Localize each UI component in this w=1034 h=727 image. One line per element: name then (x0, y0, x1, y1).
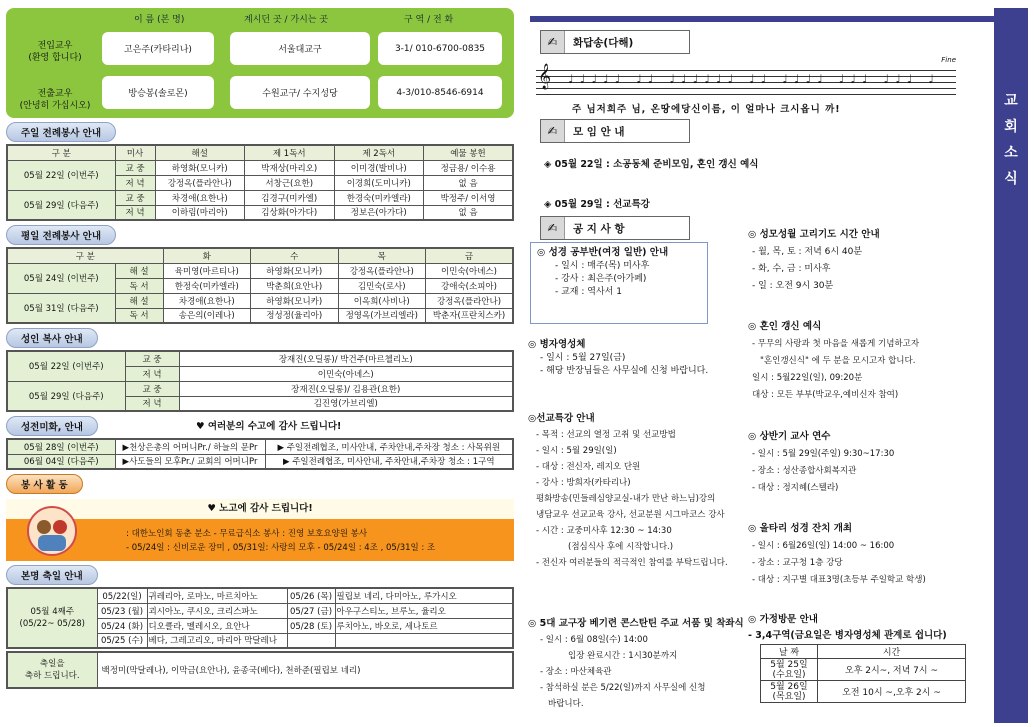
mission-lecture: ◎선교특강 안내 - 목적 : 선교의 열정 고취 및 선교방법 - 일시 : 5월 29일(일) - 대상 : 전신자, 레지오 단원 - 강사 : 방희자(카타리나) 평화방송(민들레심양교실-내가 만난 하느님)강의 냉담교우 선교교육 강사, 선교분원 시그마코스 강사 - 시간 : 교중미사후 12:30 ~ 14:30 (점심식사 후에 시작합니다.) - 전신자 여러분들의 적극적인 참여를 부탁드립니다. (528, 413, 728, 568)
hymn-icon: ✍ (541, 31, 565, 53)
top-bar (530, 16, 1000, 22)
volunteer-section-title: 봉 사 활 동 (6, 474, 83, 494)
transfer-out-label: 전출교우 (안녕히 가십시오) (19, 89, 91, 111)
transfer-box (6, 8, 514, 118)
sidebar-title (994, 8, 1028, 723)
adult-section-title: 성인 복사 안내 (6, 328, 98, 348)
right-column (528, 8, 1028, 723)
home-visit-table (760, 644, 966, 703)
transfer-in-area: 3-1/ 010-6700-0835 (378, 32, 502, 65)
transfer-out-name: 방승봉(솔로몬) (102, 76, 214, 109)
weekday-table (6, 247, 514, 324)
table-row: 저 녁 이민숙(아녜스) (7, 366, 513, 381)
feast-section-title: 본명 축일 안내 (6, 565, 98, 585)
transfer-header-name: 이 름 (본 명) (134, 15, 185, 25)
sidebar-char: 소 (1004, 145, 1018, 161)
meeting-icon: ✍ (541, 120, 565, 142)
notes-icon: ♩♩♩♩♩ ♩♩ ♩♩♩♩♩♩ ♩♩ ♩♩♩♩ ♩♩♩ ♩♩♩ ♩ (568, 72, 940, 86)
meeting-item-2: ◈ 05월 29일 : 선교특강 (544, 199, 650, 210)
marriage-renewal: ◎ 혼인 갱신 예식 - 무무의 사랑과 첫 마음을 새롭게 기념하고자 "혼인갱신식" 에 두 분을 모시고자 합니다. 일시 : 5월22일(일), 09:20분 대상 : 모든 부부(박교우,예비신자 참여) (748, 321, 920, 400)
home-visit: ◎ 가정방문 안내 - 3,4구역(금요일은 병자영성체 관계로 쉽니다) (748, 614, 947, 641)
table-row: 축일을 축하 드립니다. 백정미(막달레나), 이막금(요안나), 윤종국(베다), 천하준(필립보 네리) (7, 652, 513, 688)
table-row: 5월 26일 (목요일) 오전 10시 ~,오후 2시 ~ (761, 681, 966, 703)
beauty-section-title: 성전미화, 안내 (6, 416, 98, 436)
transfer-in-name: 고은주(카타리나) (102, 32, 214, 65)
volunteer-illustration-icon (24, 505, 80, 559)
notice-icon: ✍ (541, 217, 565, 239)
table-row: 05월 29일 (다음주) 교 중 장재진(오딜롱)/ 김용관(요한) (7, 381, 513, 396)
feast-congrats-table (6, 651, 514, 689)
transfer-header-place: 계시던 곳 / 가시는 곳 (244, 15, 329, 25)
meeting-title: 모 임 안 내 (573, 125, 625, 138)
treble-clef-icon: 𝄞 (538, 64, 552, 89)
table-header-row: 구 분 화 수 목 금 (7, 248, 513, 263)
volunteer-thanks: ♥ 노고에 감사 드립니다! (6, 499, 514, 519)
table-row: 05월 28일 (이번주) ▶천상은총의 어머니Pr./ 하늘의 문Pr ▶ 주일전례협조, 미사안내, 주차안내,주차장 청소 : 사목위원 (7, 439, 513, 454)
meeting-title-box (540, 119, 690, 143)
table-row: 06월 04일 (다음주) ▶사도들의 모후Pr./ 교회의 어머니Pr ▶ 주일전례협조, 미사안내, 주차안내,주차장 청소 : 1구역 (7, 454, 513, 469)
beauty-thanks: ♥ 여러분의 수고에 감사 드립니다! (196, 421, 342, 432)
bible-class-box: ◎ 성경 공부반(여정 일반) 안내 - 일시 : 매주(목) 미사후 - 강사 : 최은주(아가페) - 교재 : 역사서 1 (530, 242, 708, 324)
sidebar-char: 회 (1004, 119, 1018, 135)
volunteer-line-2: - 05/24일 : 신비로운 장미 , 05/31일: 사랑의 모후 - 05/24일 : 4조 , 05/31일 : 조 (126, 543, 436, 553)
bible-festival: ◎ 올타리 성경 잔치 개최 - 일시 : 6월26일(일) 14:00 ~ 16:00 - 장소 : 교구청 1층 강당 - 대상 : 지구별 대표3명(초등부 주일학교 학생) (748, 523, 926, 585)
rosary-prayer: ◎ 성모성월 고리기도 시간 안내 - 월, 목, 토 : 저녁 6시 40분 - 화, 수, 금 : 미사후 - 일 : 오전 9시 30분 (748, 229, 880, 291)
sidebar-char: 교 (1004, 93, 1018, 109)
music-staff (536, 56, 956, 106)
sidebar-char: 식 (1004, 171, 1018, 187)
notice-title-box (540, 216, 690, 240)
hymn-title-box (540, 30, 690, 54)
sunday-section-title: 주일 전례봉사 안내 (6, 122, 116, 142)
left-column (6, 8, 514, 689)
table-row: 저 녁 강정옥(플라안나) 서창근(요한) 이경희(도미니카) 없 음 (7, 175, 513, 190)
table-row: 독 서 송은의(이레나) 정성정(율리아) 정영옥(가브리엘라) 박춘자(프란치스카) (7, 308, 513, 323)
notice-title: 공 지 사 항 (573, 222, 625, 235)
beauty-table (6, 438, 514, 470)
transfer-in-label: 전입교우 (환영 합니다) (28, 41, 82, 63)
table-row: 05월 24일 (이번주) 해 설 육미영(마르티나) 하영화(모니카) 강정옥(플라안나) 이민숙(아녜스) (7, 263, 513, 278)
sunday-table (6, 144, 514, 221)
table-row: 05월 31일 (다음주) 해 설 차경애(요한나) 하영화(모니카) 이옥희(사비나) 강정옥(플라안나) (7, 293, 513, 308)
ordination-notice: ◎ 5대 교구장 베기련 콘스탄틴 주교 서품 및 착좌식 - 일시 : 6월 08일(수) 14:00 입장 완료시간 : 1시30분까지 - 장소 : 마산체육관 - 참석하실 분은 5/22(일)까지 사무실에 신청 바랍니다. (528, 618, 744, 709)
transfer-out-place: 수원교구/ 수지성당 (230, 76, 370, 109)
fine-mark: Fine (941, 56, 956, 64)
table-row: 5월 25일 (수요일) 오후 2시~, 저녁 7시 ~ (761, 659, 966, 681)
table-header-row: 구 분 미사 해설 제 1독서 제 2독서 예물 봉헌 (7, 145, 513, 160)
table-row: 05/23 (월) 괴시아노, 쿠시오, 크리스파노 05/27 (금) 아우구스티노, 브루노, 율리오 (7, 603, 513, 618)
table-header-row: 날 짜 시간 (761, 645, 966, 659)
volunteer-line-1: : 대한노인회 동춘 분소 - 무료급식소 봉사 : 진영 보호요양원 봉사 (126, 529, 368, 539)
table-row: 05월 4째주 (05/22~ 05/28) 05/22(일) 귀레리아, 로마노, 마르치아노 05/26 (목) 필립보 네리, 다미아노, 루가시오 (7, 588, 513, 603)
table-row: 저 녁 김진영(가브리엘) (7, 396, 513, 411)
transfer-header-area: 구 역 / 전 화 (404, 15, 454, 25)
adult-table (6, 350, 514, 412)
table-row: 05월 29일 (다음주) 교 중 차경애(요한나) 김경구(미카엘) 한경숙(미카엘라) 박정주/ 이서영 (7, 190, 513, 205)
table-row: 05/25 (수) 베다, 그레고리오, 마리아 막달레나 (7, 633, 513, 648)
table-row: 05/24 (화) 디오클라, 멜레시오, 요안나 05/28 (토) 루치아노, 바오로, 세나토르 (7, 618, 513, 633)
transfer-in-place: 서울대교구 (230, 32, 370, 65)
table-row: 05월 22일 (이번주) 교 중 하영화(모니카) 박재상(마리오) 이미경(발비나) 정금용/ 이수용 (7, 160, 513, 175)
hymn-title: 화답송(다해) (573, 36, 634, 49)
table-row: 저 녁 이하림(마리아) 김상화(아가다) 정보은(아가다) 없 음 (7, 205, 513, 220)
table-row: 05월 22일 (이번주) 교 중 장재진(오딜롱)/ 박건주(마르첼리노) (7, 351, 513, 366)
meeting-item-1: ◈ 05월 22일 : 소공동체 준비모임, 혼인 갱신 예식 (544, 159, 759, 170)
hymn-lyric: 주 님저희주 님, 온땅에당신이름, 이 얼마나 크시옵니 까! (572, 104, 841, 115)
weekday-section-title: 평일 전례봉사 안내 (6, 225, 116, 245)
feast-table (6, 587, 514, 649)
teacher-training: ◎ 상반기 교사 연수 - 일시 : 5월 29일(주일) 9:30~17:30 - 장소 : 성산종합사회복지관 - 대상 : 정지혜(스텔라) (748, 431, 895, 493)
transfer-out-area: 4-3/010-8546-6914 (378, 76, 502, 109)
sick-communion: ◎ 병자영성체 - 일시 : 5월 27일(금) - 해당 반장님들은 사무실에 신청 바랍니다. (528, 339, 709, 376)
volunteer-box (6, 499, 514, 561)
table-row: 독 서 한정숙(미카엘라) 박춘희(요안나) 김민숙(로사) 강애숙(소피아) (7, 278, 513, 293)
